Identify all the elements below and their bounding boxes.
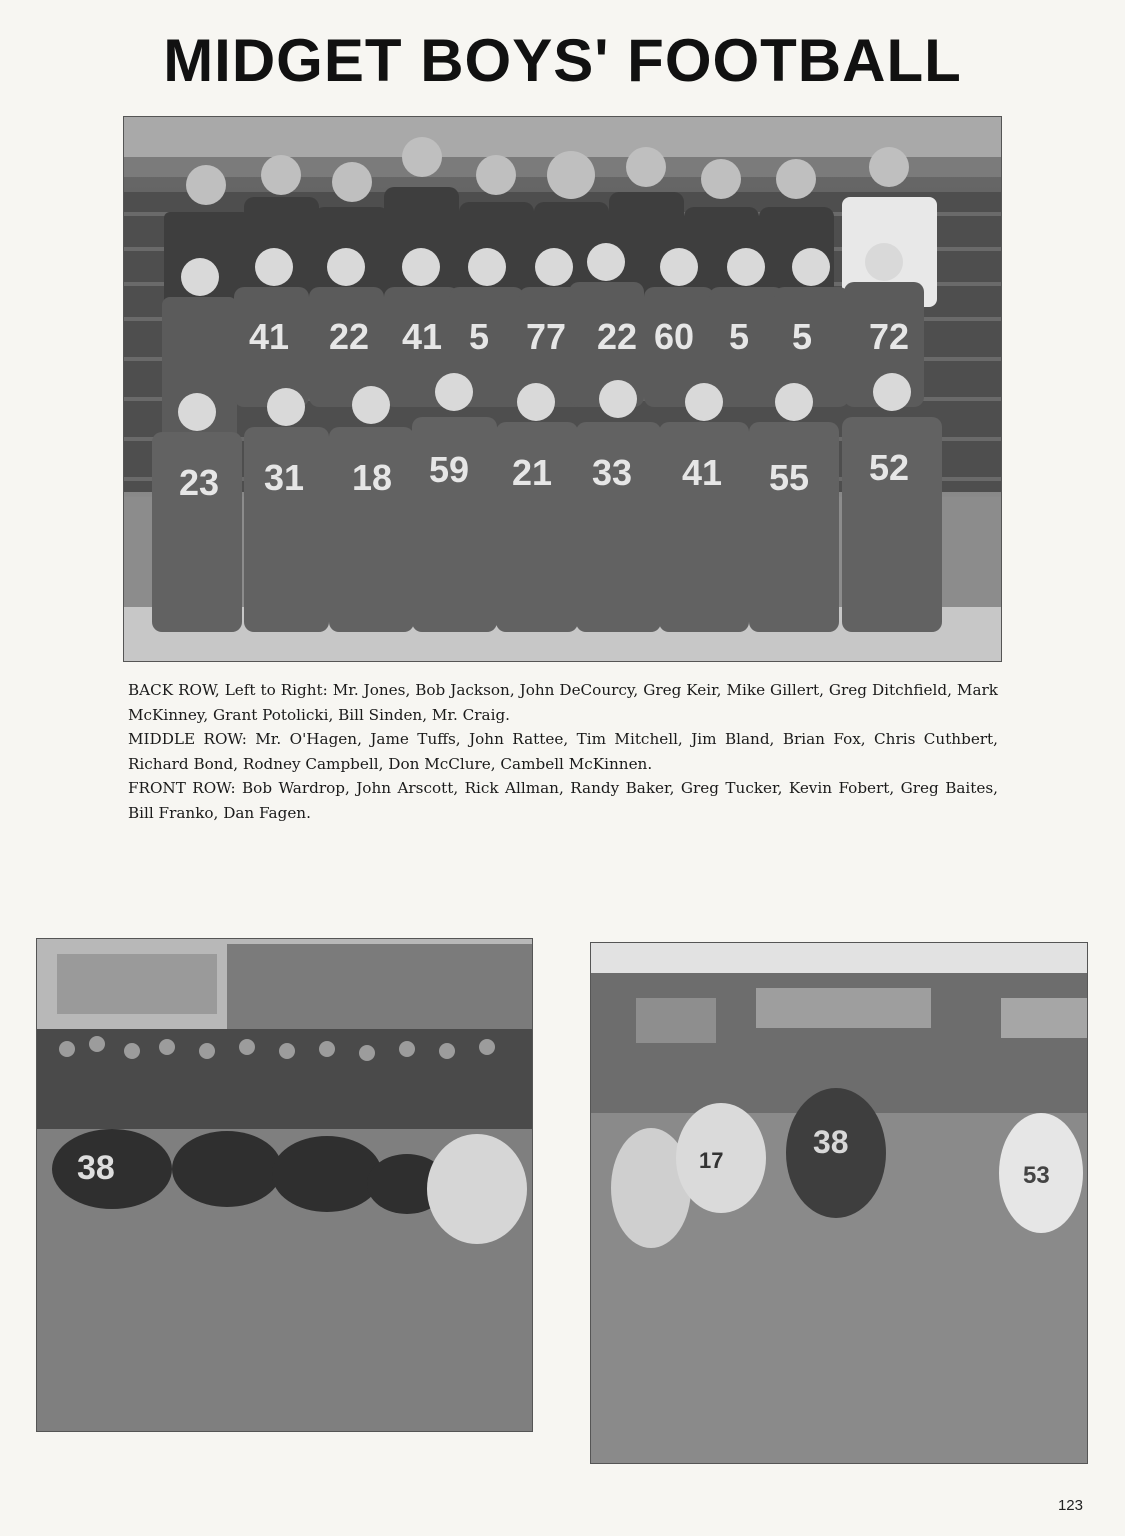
page-title: MIDGET BOYS' FOOTBALL xyxy=(163,27,962,94)
team-photo xyxy=(123,116,1002,662)
svg-text:23: 23 xyxy=(179,462,220,503)
svg-text:22: 22 xyxy=(597,316,638,357)
svg-text:17: 17 xyxy=(699,1148,724,1173)
svg-text:31: 31 xyxy=(264,457,305,498)
svg-text:22: 22 xyxy=(329,316,370,357)
caption-back-row: BACK ROW, Left to Right: Mr. Jones, Bob Jackson, John DeCourcy, Greg Keir, Mike Gillert, Greg Ditchfield, Mark McKinney, Grant Potolicki, Bill Sinden, Mr. Craig. xyxy=(128,681,998,724)
photo-caption xyxy=(128,678,998,826)
svg-text:41: 41 xyxy=(682,452,723,493)
game-photo-scrimmage xyxy=(36,938,533,1432)
svg-text:77: 77 xyxy=(526,316,567,357)
svg-text:41: 41 xyxy=(402,316,443,357)
svg-text:21: 21 xyxy=(512,452,553,493)
caption-middle-row: MIDDLE ROW: Mr. O'Hagen, Jame Tuffs, John Rattee, Tim Mitchell, Jim Bland, Brian Fox, Chris Cuthbert, Richard Bond, Rodney Campbell, Don McClure, Cambell McKinnen. xyxy=(128,730,998,773)
jersey-number: 41 xyxy=(249,316,290,357)
svg-text:55: 55 xyxy=(769,457,810,498)
svg-text:5: 5 xyxy=(469,316,490,357)
svg-text:5: 5 xyxy=(729,316,750,357)
svg-text:72: 72 xyxy=(869,316,910,357)
svg-text:59: 59 xyxy=(429,449,470,490)
svg-text:5: 5 xyxy=(792,316,813,357)
svg-text:38: 38 xyxy=(813,1124,849,1160)
caption-front-row: FRONT ROW: Bob Wardrop, John Arscott, Rick Allman, Randy Baker, Greg Tucker, Kevin Fobert, Greg Baites, Bill Franko, Dan Fagen. xyxy=(128,779,998,822)
svg-text:38: 38 xyxy=(77,1149,115,1187)
svg-text:33: 33 xyxy=(592,452,633,493)
game-photo-kickoff xyxy=(590,942,1088,1464)
svg-text:18: 18 xyxy=(352,457,393,498)
svg-text:52: 52 xyxy=(869,447,910,488)
svg-text:60: 60 xyxy=(654,316,695,357)
page-number: 123 xyxy=(1057,1497,1083,1514)
svg-text:53: 53 xyxy=(1023,1162,1050,1189)
